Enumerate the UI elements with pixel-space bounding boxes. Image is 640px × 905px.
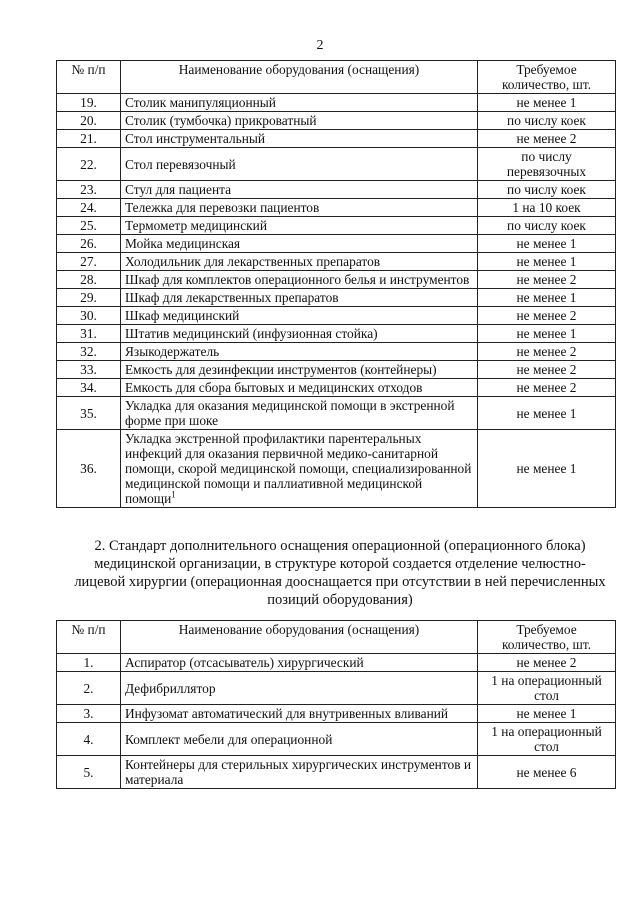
header-number: № п/п	[57, 621, 121, 654]
row-number: 4.	[57, 723, 121, 756]
table-row	[57, 253, 616, 271]
table-row	[57, 361, 616, 379]
header-number: № п/п	[57, 61, 121, 94]
table-row	[57, 217, 616, 235]
row-number: 36.	[57, 430, 121, 508]
equipment-name-text: Укладка для оказания медицинской помощи в экстренной форме при шоке	[125, 398, 455, 428]
row-number: 5.	[57, 756, 121, 789]
row-number: 30.	[57, 307, 121, 325]
required-quantity: не менее 1	[478, 325, 616, 343]
equipment-name	[121, 181, 478, 199]
row-number: 31.	[57, 325, 121, 343]
equipment-name	[121, 325, 478, 343]
page-number: 2	[316, 38, 324, 53]
equipment-name-text: Штатив медицинский (инфузионная стойка)	[125, 326, 378, 341]
equipment-name-text: Шкаф для лекарственных препаратов	[125, 290, 339, 305]
equipment-name-text: Стол инструментальный	[125, 131, 266, 146]
required-quantity: не менее 6	[478, 756, 616, 789]
equipment-name	[121, 130, 478, 148]
equipment-name	[121, 756, 478, 789]
equipment-name	[121, 148, 478, 181]
required-quantity: не менее 2	[478, 379, 616, 397]
equipment-name-text: Аспиратор (отсасыватель) хирургический	[125, 655, 364, 670]
row-number: 24.	[57, 199, 121, 217]
equipment-name	[121, 94, 478, 112]
table-row	[57, 130, 616, 148]
table-row	[57, 756, 616, 789]
section-heading: 2. Стандарт дополнительного оснащения операционной (операционного блока) медицинской организации, в структуре которой создается отделение челюстно-лицевой хирургии (операционная дооснащается при отсутствии в ней перечисленных позиций оборудования)	[74, 538, 606, 608]
table-row	[57, 199, 616, 217]
row-number: 20.	[57, 112, 121, 130]
row-number: 1.	[57, 654, 121, 672]
equipment-name	[121, 289, 478, 307]
equipment-name-text: Дефибриллятор	[125, 680, 216, 696]
row-number: 21.	[57, 130, 121, 148]
table-row	[57, 307, 616, 325]
equipment-name	[121, 235, 478, 253]
table-row	[57, 289, 616, 307]
required-quantity: не менее 1	[478, 705, 616, 723]
row-number: 33.	[57, 361, 121, 379]
equipment-name-text: Столик манипуляционный	[125, 95, 276, 110]
equipment-name	[121, 217, 478, 235]
row-number: 28.	[57, 271, 121, 289]
row-number: 25.	[57, 217, 121, 235]
row-number: 32.	[57, 343, 121, 361]
header-equipment-name: Наименование оборудования (оснащения)	[121, 61, 478, 94]
equipment-name	[121, 705, 478, 723]
row-number: 26.	[57, 235, 121, 253]
required-quantity: по числу коек	[478, 217, 616, 235]
row-number: 35.	[57, 397, 121, 430]
table-row	[57, 343, 616, 361]
required-quantity: по числу коек	[478, 112, 616, 130]
equipment-name-text: Языкодержатель	[125, 344, 220, 359]
equipment-name-text: Стол перевязочный	[125, 156, 236, 172]
header-quantity: Требуемое количество, шт.	[478, 621, 616, 654]
table-row	[57, 430, 616, 508]
required-quantity: не менее 1	[478, 289, 616, 307]
equipment-table-1	[56, 60, 616, 508]
table-row	[57, 397, 616, 430]
table-row	[57, 705, 616, 723]
table-row	[57, 181, 616, 199]
required-quantity: не менее 1	[478, 94, 616, 112]
required-quantity: не менее 1	[478, 397, 616, 430]
row-number: 23.	[57, 181, 121, 199]
header-equipment-name: Наименование оборудования (оснащения)	[121, 621, 478, 654]
equipment-name	[121, 343, 478, 361]
table-row	[57, 148, 616, 181]
equipment-name-text: Емкость для сбора бытовых и медицинских отходов	[125, 380, 423, 395]
table-row	[57, 672, 616, 705]
equipment-name	[121, 253, 478, 271]
table-row	[57, 379, 616, 397]
row-number: 19.	[57, 94, 121, 112]
table-body	[57, 94, 616, 508]
equipment-name	[121, 112, 478, 130]
equipment-name-text: Комплект мебели для операционной	[125, 731, 333, 747]
equipment-name	[121, 723, 478, 756]
equipment-name	[121, 397, 478, 430]
equipment-name	[121, 654, 478, 672]
required-quantity: не менее 1	[478, 430, 616, 508]
required-quantity: не менее 1	[478, 253, 616, 271]
table-body	[57, 654, 616, 789]
required-quantity: не менее 2	[478, 343, 616, 361]
equipment-name-text: Тележка для перевозки пациентов	[125, 200, 320, 215]
required-quantity: 1 на операционный стол	[478, 723, 616, 756]
table-header-row	[57, 621, 616, 654]
header-quantity: Требуемое количество, шт.	[478, 61, 616, 94]
equipment-name-text: Термометр медицинский	[125, 218, 267, 233]
equipment-name	[121, 271, 478, 289]
table-row	[57, 94, 616, 112]
equipment-name	[121, 379, 478, 397]
equipment-name-text: Шкаф для комплектов операционного белья и инструментов	[125, 272, 470, 287]
equipment-name-text: Шкаф медицинский	[125, 308, 240, 323]
equipment-name	[121, 672, 478, 705]
equipment-name-text: Контейнеры для стерильных хирургических инструментов и материала	[125, 757, 472, 787]
table-row	[57, 325, 616, 343]
footnote-marker: 1	[171, 489, 176, 500]
required-quantity: по числу коек	[478, 181, 616, 199]
required-quantity: по числу перевязочных	[478, 148, 616, 181]
equipment-table-2	[56, 620, 616, 789]
required-quantity: не менее 2	[478, 271, 616, 289]
equipment-name-text: Столик (тумбочка) прикроватный	[125, 113, 317, 128]
table-row	[57, 654, 616, 672]
equipment-name-text: Стул для пациента	[125, 182, 232, 197]
required-quantity: не менее 2	[478, 307, 616, 325]
row-number: 34.	[57, 379, 121, 397]
equipment-name	[121, 430, 478, 508]
equipment-name	[121, 307, 478, 325]
row-number: 29.	[57, 289, 121, 307]
required-quantity: не менее 1	[478, 235, 616, 253]
table-row	[57, 112, 616, 130]
required-quantity: не менее 2	[478, 130, 616, 148]
table-row	[57, 235, 616, 253]
equipment-name-text: Холодильник для лекарственных препаратов	[125, 254, 381, 269]
equipment-name-text: Инфузомат автоматический для внутривенных вливаний	[125, 706, 449, 721]
required-quantity: 1 на операционный стол	[478, 672, 616, 705]
row-number: 22.	[57, 148, 121, 181]
required-quantity: 1 на 10 коек	[478, 199, 616, 217]
table-header-row	[57, 61, 616, 94]
required-quantity: не менее 2	[478, 654, 616, 672]
row-number: 27.	[57, 253, 121, 271]
row-number: 2.	[57, 672, 121, 705]
table-row	[57, 723, 616, 756]
row-number: 3.	[57, 705, 121, 723]
equipment-name	[121, 199, 478, 217]
equipment-name	[121, 361, 478, 379]
equipment-name-text: Укладка экстренной профилактики парентеральных инфекций для оказания первичной медико-санитарной помощи, скорой медицинской помощи, специализированной медицинской помощи и паллиативной медицинской помощи	[125, 431, 472, 506]
equipment-name-text: Мойка медицинская	[125, 236, 241, 251]
equipment-name-text: Емкость для дезинфекции инструментов (контейнеры)	[125, 362, 437, 377]
table-row	[57, 271, 616, 289]
required-quantity: не менее 2	[478, 361, 616, 379]
